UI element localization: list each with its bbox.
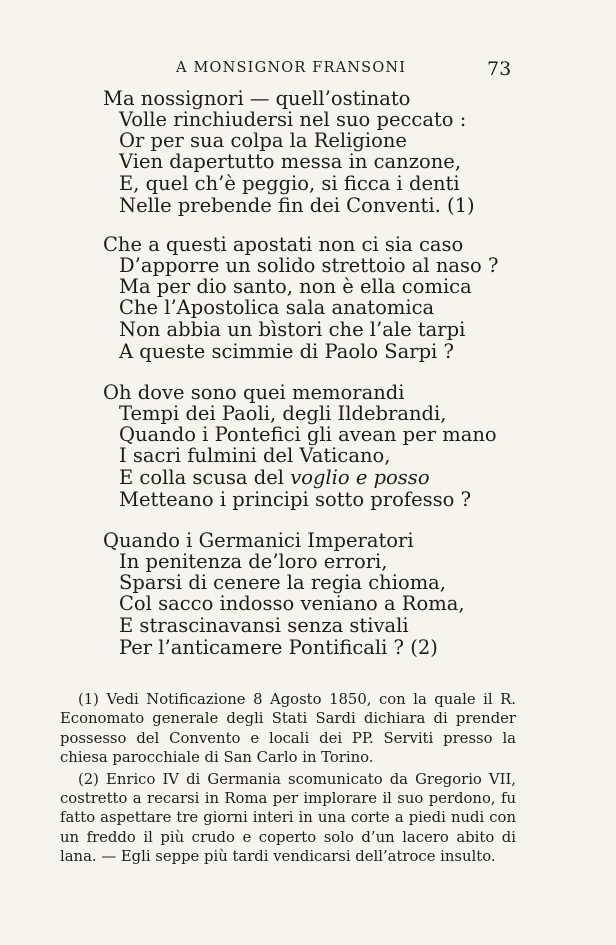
- verse-line: Quando i Pontefici gli avean per mano: [119, 423, 497, 446]
- verse-line: I sacri fulmini del Vaticano,: [119, 444, 391, 467]
- verse-line: In penitenza de’loro errori,: [119, 550, 388, 573]
- verse-line: E, quel ch’è peggio, si ficca i denti: [119, 172, 460, 195]
- running-title: A MONSIGNOR FRANSONI: [176, 60, 407, 76]
- verse-line: Vien dapertutto messa in canzone,: [119, 150, 462, 173]
- verse-line: Ma per dio santo, non è ella comica: [119, 275, 472, 298]
- verse-line: A queste scimmie di Paolo Sarpi ?: [119, 340, 454, 363]
- verse-line: Col sacco indosso veniano a Roma,: [119, 592, 465, 615]
- verse-line: Sparsi di cenere la regia chioma,: [119, 571, 447, 594]
- verse-line: Or per sua colpa la Religione: [119, 129, 407, 152]
- footnotes: [60, 690, 516, 869]
- verse-line: Nelle prebende fin dei Conventi. (1): [119, 194, 475, 217]
- verse-line: Per l’anticamere Pontificali ? (2): [119, 636, 438, 659]
- verse-line: D’apporre un solido strettoio al naso ?: [119, 254, 499, 277]
- verse-line-with-italic: [119, 467, 430, 489]
- verse-line: Ma nossignori — quell’ostinato: [103, 87, 411, 110]
- verse-line: Metteano i principi sotto professo ?: [119, 488, 472, 511]
- verse-line: Non abbia un bìstori che l’ale tarpi: [119, 318, 466, 341]
- verse-line: Quando i Germanici Imperatori: [103, 529, 414, 552]
- footnote-2: (2) Enrico IV di Germania scomunicato da Gregorio VII, costretto a recarsi in Roma per implorare il suo perdono, fu fatto aspettare tre giorni interi in una corte a piedi nudi con un freddo il più crudo e coperto solo d’un lacero abito di lana. — Egli seppe più tardi vendicarsi dell’atroce insulto.: [60, 770, 516, 866]
- verse-line: Che a questi apostati non ci sia caso: [103, 233, 464, 256]
- footnote-1: (1) Vedi Notificazione 8 Agosto 1850, con la quale il R. Economato generale degli Stati Sardi dichiara di prender possesso del Convento e locali dei PP. Serviti presso la chiesa parocchiale di San Carlo in Torino.: [60, 691, 516, 767]
- running-header: [0, 58, 616, 82]
- italic-phrase: voglio e posso: [290, 466, 430, 489]
- page-number: 73: [487, 58, 512, 80]
- verse-line: Tempi dei Paoli, degli Ildebrandi,: [119, 402, 447, 425]
- verse-line: Che l’Apostolica sala anatomica: [119, 296, 435, 319]
- verse-line: Oh dove sono quei memorandi: [103, 381, 405, 404]
- verse-line: Volle rinchiudersi nel suo peccato :: [119, 108, 467, 131]
- verse-line: E strascinavansi senza stivali: [119, 614, 409, 637]
- verse-text: E colla scusa del: [119, 466, 284, 489]
